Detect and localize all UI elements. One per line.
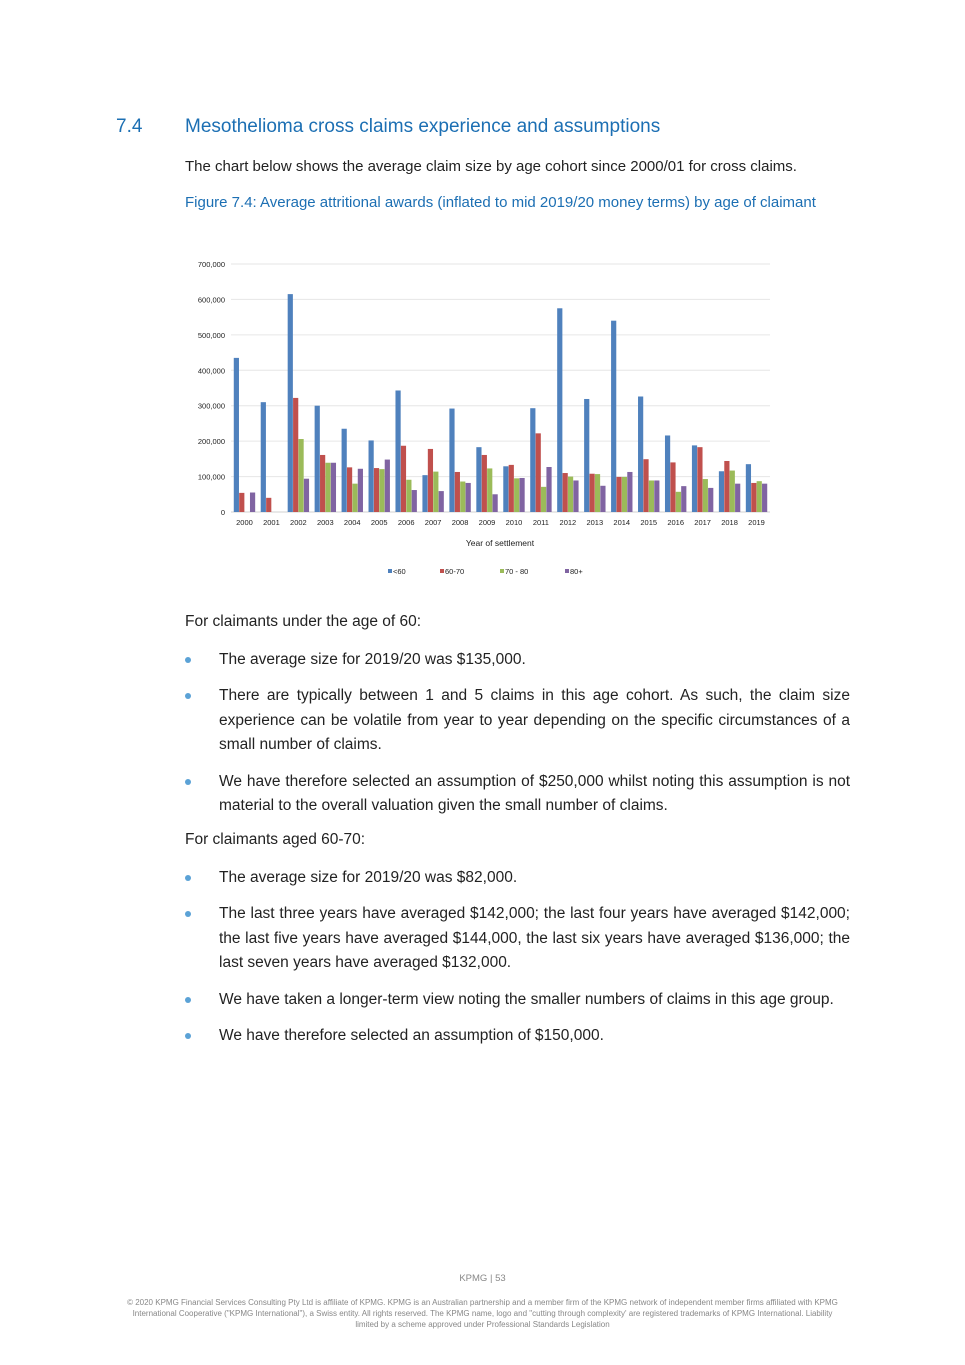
section-number: 7.4 xyxy=(116,116,143,137)
x-tick-label: 2009 xyxy=(478,518,496,527)
legal-notice: © 2020 KPMG Financial Services Consulting Pty Ltd is affiliate of KPMG. KPMG is an Australian partnership and a member firm of the KPMG network of independent member firms affiliated with KPMG International Cooperative ("KPMG International"), a Swiss entity. All rights reserved. The KPMG name, logo and "cutting through complexity' are registered trademarks of KPMG International. Liability limited by a scheme approved under Professional Standards Legislation xyxy=(127,1298,838,1329)
bar-2012-0 xyxy=(557,308,562,512)
bar-2017-1 xyxy=(697,447,702,512)
bar-2013-1 xyxy=(590,474,595,512)
x-axis-label: Year of settlement xyxy=(465,538,535,548)
bar-2016-1 xyxy=(670,462,675,512)
bar-2000-0 xyxy=(234,358,239,512)
bar-2007-1 xyxy=(428,449,433,512)
bar-2006-3 xyxy=(412,490,417,512)
legend-label: 70 - 80 xyxy=(505,567,529,576)
x-tick-label: 2014 xyxy=(613,518,631,527)
bar-2017-2 xyxy=(703,479,708,512)
bar-2009-2 xyxy=(487,468,492,512)
y-tick-label: 600,000 xyxy=(197,295,225,305)
bar-2012-1 xyxy=(563,473,568,512)
x-tick-label: 2008 xyxy=(451,518,469,527)
bar-2005-0 xyxy=(369,440,374,512)
section-title: Mesothelioma cross claims experience and assumptions xyxy=(185,116,661,137)
bar-2010-0 xyxy=(503,466,508,512)
x-tick-label: 2016 xyxy=(667,518,685,527)
bar-2019-3 xyxy=(762,484,767,512)
bullet-item: We have taken a longer-term view noting the smaller numbers of claims in this age group. xyxy=(185,988,850,1013)
intro-text: The chart below shows the average claim size by age cohort since 2000/01 for cross claims. xyxy=(185,158,797,175)
bar-2016-3 xyxy=(681,486,686,512)
y-tick-label: 100,000 xyxy=(197,472,225,482)
bullet-icon xyxy=(185,911,191,917)
x-axis-ticks xyxy=(236,518,765,527)
bar-2008-2 xyxy=(460,482,465,512)
x-tick-label: 2000 xyxy=(236,518,253,527)
x-tick-label: 2006 xyxy=(397,518,415,527)
bar-2002-1 xyxy=(293,398,298,512)
bar-2014-1 xyxy=(616,477,621,512)
legend-swatch xyxy=(388,569,392,573)
bullet-icon xyxy=(185,779,191,785)
bar-2014-3 xyxy=(627,472,632,512)
y-tick-label: 0 xyxy=(220,508,225,517)
bar-2016-0 xyxy=(665,435,670,512)
bar-2018-2 xyxy=(730,471,735,512)
legend-label: 80+ xyxy=(570,567,583,576)
bar-2018-1 xyxy=(724,461,729,512)
legend-swatch xyxy=(440,569,444,573)
bar-2004-1 xyxy=(347,467,352,512)
bullet-icon xyxy=(185,1033,191,1039)
y-axis-ticks xyxy=(198,260,225,517)
bullet-item: The average size for 2019/20 was $82,000. xyxy=(185,866,850,891)
x-tick-label: 2007 xyxy=(424,518,442,527)
bar-2013-3 xyxy=(600,486,605,512)
bar-2006-0 xyxy=(395,390,400,512)
bar-2011-2 xyxy=(541,487,546,512)
bar-2003-1 xyxy=(320,455,325,512)
bar-2001-0 xyxy=(261,402,266,512)
bullet-item: The last three years have averaged $142,000; the last four years have averaged $142,000; the last five years have averaged $144,000, the last six years have averaged $136,000; the last seven years have averaged $132,000. xyxy=(185,902,850,976)
bar-2019-1 xyxy=(751,483,756,512)
bar-2015-3 xyxy=(654,480,659,512)
x-tick-label: 2015 xyxy=(640,518,658,527)
bar-2007-2 xyxy=(433,472,438,512)
bar-2012-2 xyxy=(568,477,573,512)
bar-2010-1 xyxy=(509,465,514,512)
x-tick-label: 2005 xyxy=(370,518,388,527)
bar-2004-3 xyxy=(358,469,363,512)
x-tick-label: 2001 xyxy=(263,518,280,527)
bar-2006-2 xyxy=(406,480,411,512)
bar-2018-3 xyxy=(735,484,740,512)
y-tick-label: 400,000 xyxy=(197,366,225,376)
bar-chart xyxy=(180,252,790,592)
bar-2015-1 xyxy=(643,459,648,512)
bar-2012-3 xyxy=(573,480,578,512)
bar-2009-0 xyxy=(476,447,481,512)
bar-2017-0 xyxy=(692,445,697,512)
x-tick-label: 2013 xyxy=(586,518,604,527)
y-tick-label: 300,000 xyxy=(197,401,225,411)
bullet-item: We have therefore selected an assumption of $250,000 whilst noting this assumption is not material to the overall valuation given the small number of claims. xyxy=(185,770,850,819)
y-tick-label: 200,000 xyxy=(197,437,225,447)
bar-2005-2 xyxy=(379,469,384,512)
bullet-item: The average size for 2019/20 was $135,000. xyxy=(185,648,850,673)
bullet-item: We have therefore selected an assumption of $150,000. xyxy=(185,1024,850,1049)
bar-2013-0 xyxy=(584,399,589,512)
gridlines xyxy=(231,264,770,512)
bar-2004-0 xyxy=(342,429,347,512)
bar-2017-3 xyxy=(708,488,713,512)
y-tick-label: 700,000 xyxy=(197,260,225,269)
x-tick-label: 2004 xyxy=(343,518,361,527)
bar-2005-1 xyxy=(374,468,379,512)
bullet-icon xyxy=(185,693,191,699)
bar-2008-3 xyxy=(466,483,471,512)
bar-2002-2 xyxy=(298,439,303,512)
x-tick-label: 2010 xyxy=(505,518,523,527)
bar-2000-1 xyxy=(239,493,244,512)
bar-2005-3 xyxy=(385,460,390,512)
bar-2000-3 xyxy=(250,493,255,512)
bar-2019-2 xyxy=(757,481,762,512)
page-number: KPMG | 53 xyxy=(459,1273,506,1284)
bar-2007-0 xyxy=(422,475,427,512)
legend-label: <60 xyxy=(393,567,406,576)
legend-label: 60-70 xyxy=(445,567,465,576)
bar-2003-3 xyxy=(331,463,336,512)
figure-caption: Figure 7.4: Average attritional awards (inflated to mid 2019/20 money terms) by age of claimant xyxy=(185,194,816,211)
bar-2002-0 xyxy=(288,294,293,512)
x-tick-label: 2012 xyxy=(559,518,577,527)
x-tick-label: 2017 xyxy=(694,518,711,527)
bar-2002-3 xyxy=(304,479,309,512)
bar-2004-2 xyxy=(352,484,357,512)
bar-2001-1 xyxy=(266,498,271,512)
x-tick-label: 2011 xyxy=(532,518,549,527)
legend xyxy=(388,567,583,576)
bar-2011-1 xyxy=(536,433,541,512)
legend-swatch xyxy=(565,569,569,573)
x-tick-label: 2003 xyxy=(316,518,334,527)
bar-2003-2 xyxy=(325,463,330,512)
bar-2008-1 xyxy=(455,472,460,512)
bullet-icon xyxy=(185,997,191,1003)
bar-2009-1 xyxy=(482,455,487,512)
y-tick-label: 500,000 xyxy=(197,330,225,340)
bullet-icon xyxy=(185,875,191,881)
bar-2015-0 xyxy=(638,397,643,512)
x-tick-label: 2002 xyxy=(290,518,307,527)
x-tick-label: 2019 xyxy=(748,518,765,527)
bar-2010-3 xyxy=(519,478,524,512)
bar-2014-0 xyxy=(611,321,616,512)
bar-2007-3 xyxy=(439,491,444,512)
bar-2016-2 xyxy=(676,492,681,512)
bullet-icon xyxy=(185,657,191,663)
bar-2011-0 xyxy=(530,408,535,512)
bar-2008-0 xyxy=(449,409,454,512)
bar-2011-3 xyxy=(546,467,551,512)
legend-swatch xyxy=(500,569,504,573)
bar-2010-2 xyxy=(514,478,519,512)
x-tick-label: 2018 xyxy=(721,518,738,527)
bar-2018-0 xyxy=(719,471,724,512)
bullet-item: There are typically between 1 and 5 claims in this age cohort. As such, the claim size experience can be volatile from year to year depending on the specific circumstances of a small number of claims. xyxy=(185,684,850,758)
bar-2019-0 xyxy=(746,464,751,512)
aged-60-70-heading: For claimants aged 60-70: xyxy=(185,831,366,848)
under-60-heading: For claimants under the age of 60: xyxy=(185,613,422,630)
bar-2013-2 xyxy=(595,474,600,512)
bar-2015-2 xyxy=(649,480,654,512)
bar-2014-2 xyxy=(622,477,627,512)
bars xyxy=(234,294,767,512)
aged-60-70-section xyxy=(185,828,850,1049)
bar-2006-1 xyxy=(401,446,406,512)
bar-2009-3 xyxy=(493,494,498,512)
under-60-section xyxy=(185,610,850,819)
bar-2003-0 xyxy=(315,406,320,512)
